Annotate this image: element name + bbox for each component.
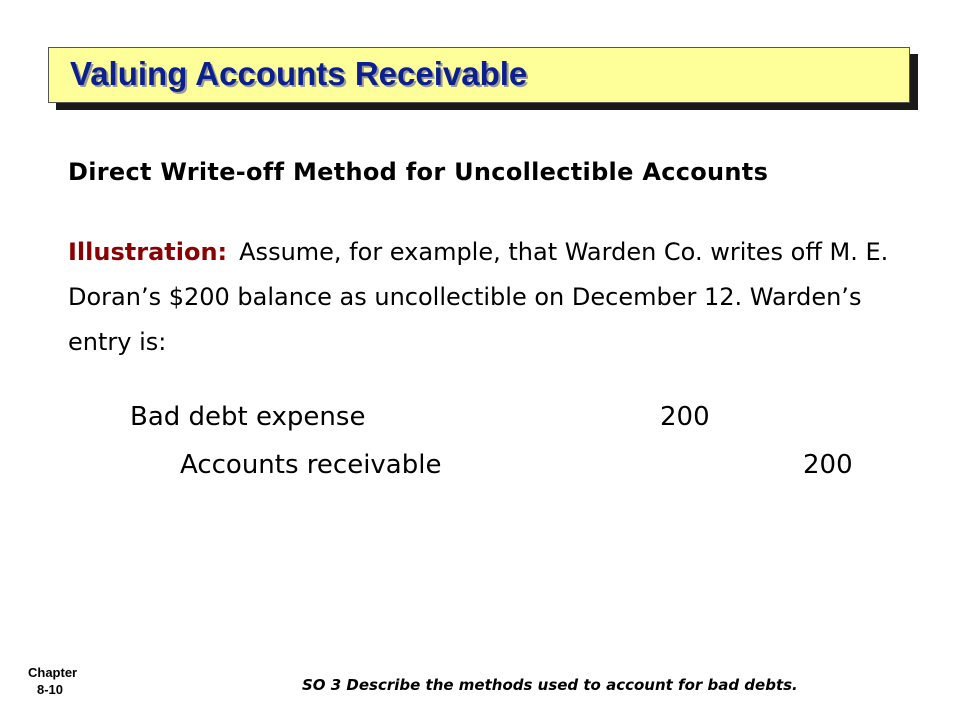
illustration-paragraph bbox=[68, 230, 898, 365]
illustration-label: Illustration: bbox=[68, 238, 228, 266]
chapter-label bbox=[28, 664, 78, 698]
slide-title: Valuing Accounts Receivable bbox=[70, 55, 528, 92]
credit-amount: 200 bbox=[803, 450, 853, 480]
debit-amount: 200 bbox=[660, 402, 710, 432]
section-subtitle: Direct Write-off Method for Uncollectible Accounts bbox=[68, 158, 769, 186]
debit-account: Bad debt expense bbox=[130, 402, 366, 432]
illustration-text: Assume, for example, that Warden Co. writes off M. E. Doran’s $200 balance as uncollectible on December 12. Warden’s entry is: bbox=[68, 238, 889, 356]
chapter-word: Chapter bbox=[28, 665, 78, 680]
credit-account: Accounts receivable bbox=[180, 450, 442, 480]
chapter-number: 8-10 bbox=[36, 682, 64, 697]
study-objective-footer: SO 3 Describe the methods used to account for bad debts. bbox=[302, 676, 798, 694]
